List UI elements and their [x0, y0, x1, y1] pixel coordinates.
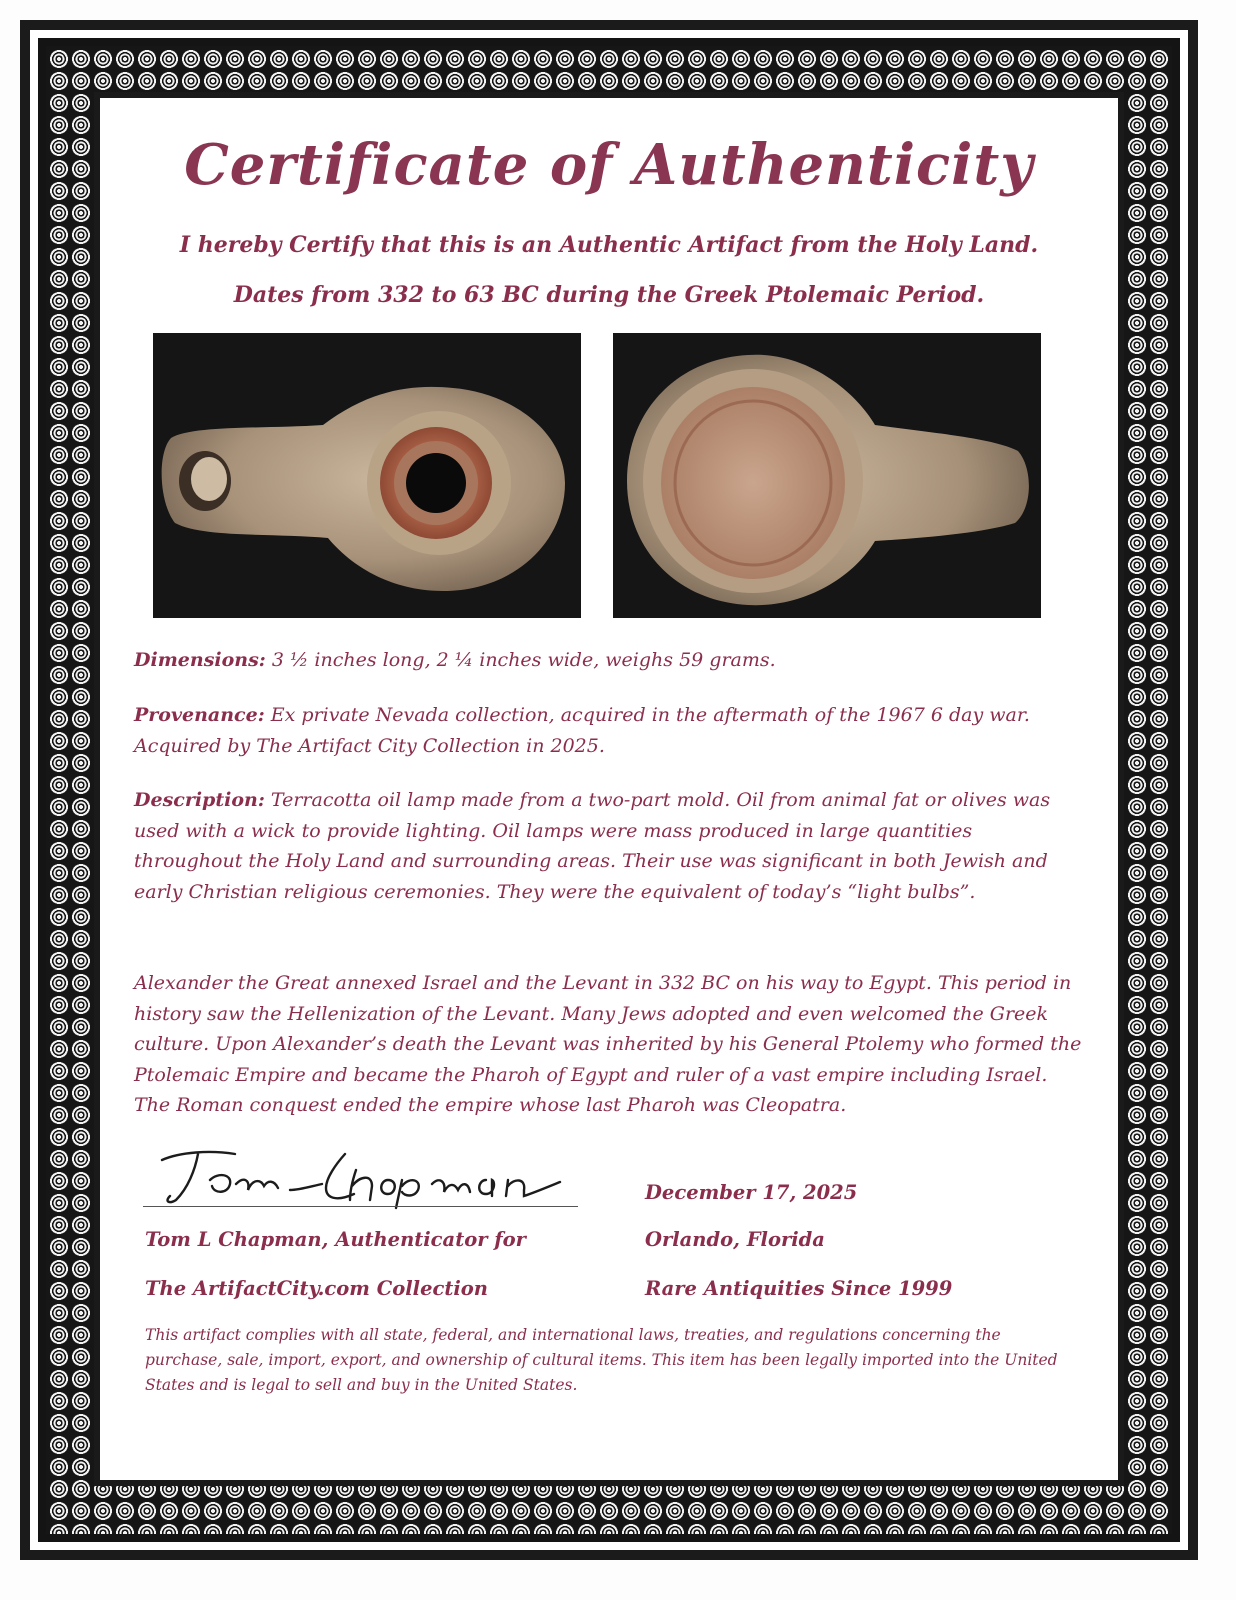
handwritten-signature — [140, 1140, 580, 1210]
dimensions-label: Dimensions: — [134, 649, 266, 671]
signer-name: Tom L Chapman, Authenticator for — [145, 1228, 526, 1251]
certify-statement: I hereby Certify that this is an Authentic Artifact from the Holy Land. — [179, 232, 1039, 258]
signature-line — [143, 1206, 578, 1207]
certificate-date: December 17, 2025 — [645, 1181, 858, 1204]
description-label: Description: — [134, 789, 265, 811]
provenance-label: Provenance: — [134, 704, 265, 726]
history-paragraph: Alexander the Great annexed Israel and the Levant in 332 BC on his way to Egypt. This period in history saw the Hellenization of the Levant. Many Jews adopted and even welcomed the Greek culture. Upon Alexander’s death the Levant was inherited by his General Ptolemy who formed the Ptolemaic Empire and became the Pharoh of Egypt and ruler of a vast empire including Israel. The Roman conquest ended the empire whose last Pharoh was Cleopatra. — [134, 972, 1082, 1116]
description-paragraph — [134, 785, 1084, 907]
date-range-statement: Dates from 332 to 63 BC during the Greek Ptolemaic Period. — [233, 282, 985, 308]
legal-compliance-notice: This artifact complies with all state, federal, and international laws, treaties, and regulations concerning the purchase, sale, import, export, and ownership of cultural items. This item has been legally imported into the United States and is legal to sell and buy in the United States. — [145, 1326, 1058, 1394]
description-text: Terracotta oil lamp made from a two-part mold. Oil from animal fat or olives was used with a wick to provide lighting. Oil lamps were mass produced in large quantities throughout the Holy Land and surrounding areas. Their use was significant in both Jewish and early Christian religious ceremonies. They were the equivalent of today’s “light bulbs”. — [134, 789, 1051, 903]
collection-name: The ArtifactCity.com Collection — [145, 1277, 488, 1300]
dimensions-paragraph — [134, 645, 1084, 676]
certificate-location: Orlando, Florida — [645, 1228, 825, 1251]
provenance-paragraph — [134, 700, 1084, 761]
established-tagline: Rare Antiquities Since 1999 — [645, 1277, 953, 1300]
dimensions-text: 3 ½ inches long, 2 ¼ inches wide, weighs 59 grams. — [265, 649, 776, 671]
artifact-photo-top — [153, 333, 581, 618]
certificate-title: Certificate of Authenticity — [184, 132, 1034, 198]
provenance-text: Ex private Nevada collection, acquired in the aftermath of the 1967 6 day war. Acquired by The Artifact City Collection in 2025. — [134, 704, 1030, 757]
artifact-photo-bottom — [613, 333, 1041, 618]
